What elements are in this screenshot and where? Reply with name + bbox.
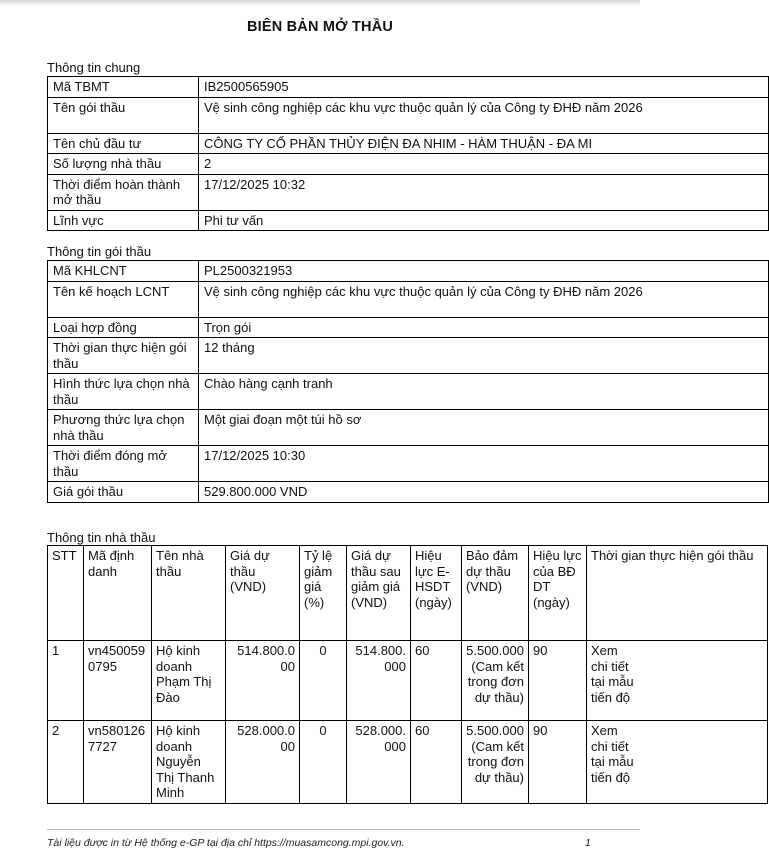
column-header: Giá dự thầu (VND) [226, 546, 300, 641]
cell-time-text: Xem chi tiết tại mẫu tiến độ [591, 723, 634, 785]
table-header-row [48, 546, 768, 641]
table-row [48, 210, 769, 231]
table-row [48, 641, 768, 721]
general-info-table [47, 76, 769, 231]
footer-text: Tài liệu được in từ Hệ thống e-GP tại địa chỉ https://muasamcong.mpi.gov.vn. [47, 837, 405, 849]
cell-id: vn4500590795 [84, 641, 152, 721]
table-row [48, 374, 769, 410]
cell-validity: 60 [411, 641, 462, 721]
cell-price-after: 528.000.000 [347, 721, 411, 804]
table-row [48, 154, 769, 175]
column-header: Hiệu lực E-HSDT (ngày) [411, 546, 462, 641]
table-row [48, 338, 769, 374]
column-header: Bảo đảm dự thầu (VND) [462, 546, 529, 641]
label-cell: Tên chủ đầu tư [48, 133, 199, 154]
cell-name: Hộ kinh doanh Phạm Thị Đào [152, 641, 226, 721]
table-row [48, 446, 769, 482]
column-header: Tên nhà thầu [152, 546, 226, 641]
cell-discount: 0 [300, 721, 347, 804]
value-cell: Phi tư vấn [199, 210, 769, 231]
label-cell: Số lượng nhà thầu [48, 154, 199, 175]
label-cell: Tên kế hoạch LCNT [48, 281, 199, 317]
cell-time [587, 721, 768, 804]
table-row [48, 721, 768, 804]
column-header: Thời gian thực hiện gói thầu [587, 546, 768, 641]
table-row [48, 261, 769, 282]
label-cell: Thời điểm đóng mở thầu [48, 446, 199, 482]
label-cell: Thời điểm hoàn thành mở thầu [48, 174, 199, 210]
cell-validity: 60 [411, 721, 462, 804]
value-cell: 17/12/2025 10:32 [199, 174, 769, 210]
label-cell: Thời gian thực hiện gói thầu [48, 338, 199, 374]
value-cell: Vệ sinh công nghiệp các khu vực thuộc quản lý của Công ty ĐHĐ năm 2026 [199, 97, 769, 133]
label-cell: Mã TBMT [48, 77, 199, 98]
table-row [48, 77, 769, 98]
document-title: BIÊN BẢN MỞ THẦU [246, 19, 394, 35]
table-row [48, 281, 769, 317]
cell-time [587, 641, 768, 721]
package-info-heading: Thông tin gói thầu [47, 244, 152, 259]
value-cell: 2 [199, 154, 769, 175]
table-row [48, 174, 769, 210]
cell-stt: 1 [48, 641, 84, 721]
column-header: Giá dự thầu sau giảm giá (VND) [347, 546, 411, 641]
label-cell: Phương thức lựa chọn nhà thầu [48, 410, 199, 446]
label-cell: Hình thức lựa chọn nhà thầu [48, 374, 199, 410]
cell-name: Hộ kinh doanh Nguyễn Thị Thanh Minh [152, 721, 226, 804]
cell-price: 514.800.000 [226, 641, 300, 721]
cell-price-after: 514.800.000 [347, 641, 411, 721]
value-cell: 12 tháng [199, 338, 769, 374]
table-row [48, 317, 769, 338]
cell-guarantee-validity: 90 [529, 641, 587, 721]
cell-guarantee-validity: 90 [529, 721, 587, 804]
column-header: Mã định danh [84, 546, 152, 641]
cell-time-text: Xem chi tiết tại mẫu tiến độ [591, 643, 634, 705]
cell-price: 528.000.000 [226, 721, 300, 804]
label-cell: Lĩnh vực [48, 210, 199, 231]
value-cell: IB2500565905 [199, 77, 769, 98]
bidder-info-heading: Thông tin nhà thầu [47, 530, 156, 545]
value-cell: 17/12/2025 10:30 [199, 446, 769, 482]
table-row [48, 133, 769, 154]
label-cell: Tên gói thầu [48, 97, 199, 133]
table-row [48, 410, 769, 446]
cell-id: vn5801267727 [84, 721, 152, 804]
value-cell: Một giai đoạn một túi hồ sơ [199, 410, 769, 446]
column-header: Tỷ lệ giảm giá (%) [300, 546, 347, 641]
column-header: Hiệu lực của BĐ DT (ngày) [529, 546, 587, 641]
package-info-table [47, 260, 769, 503]
value-cell: Chào hàng cạnh tranh [199, 374, 769, 410]
table-row [48, 482, 769, 503]
bidder-table [47, 545, 768, 804]
label-cell: Mã KHLCNT [48, 261, 199, 282]
value-cell: PL2500321953 [199, 261, 769, 282]
value-cell: 529.800.000 VND [199, 482, 769, 503]
footer-divider [47, 829, 640, 830]
value-cell: Trọn gói [199, 317, 769, 338]
label-cell: Loại hợp đồng [48, 317, 199, 338]
page-number: 1 [585, 837, 591, 849]
cell-discount: 0 [300, 641, 347, 721]
value-cell: CÔNG TY CỔ PHẦN THỦY ĐIỆN ĐA NHIM - HÀM THUẬN - ĐA MI [199, 133, 769, 154]
column-header: STT [48, 546, 84, 641]
cell-guarantee: 5.500.000 (Cam kết trong đơn dự thầu) [462, 641, 529, 721]
cell-stt: 2 [48, 721, 84, 804]
cell-guarantee: 5.500.000 (Cam kết trong đơn dự thầu) [462, 721, 529, 804]
label-cell: Giá gói thầu [48, 482, 199, 503]
table-row [48, 97, 769, 133]
general-info-heading: Thông tin chung [47, 60, 141, 75]
value-cell: Vệ sinh công nghiệp các khu vực thuộc quản lý của Công ty ĐHĐ năm 2026 [199, 281, 769, 317]
page-top-shadow [0, 0, 640, 6]
